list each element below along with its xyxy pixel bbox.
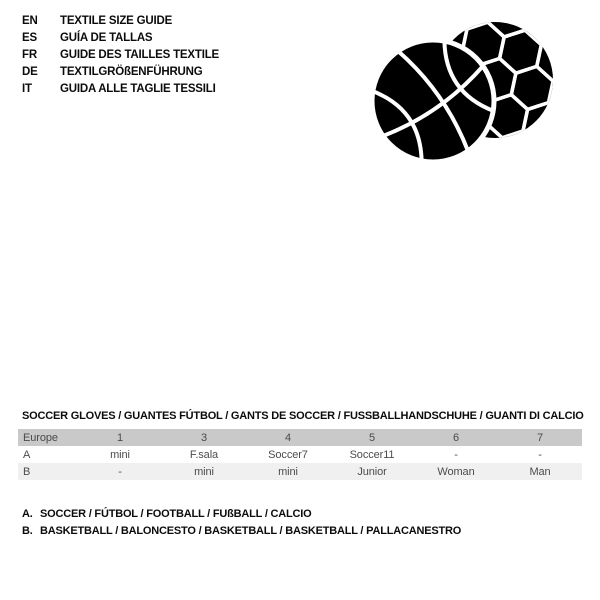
table-cell: Woman: [437, 465, 475, 478]
table-cell: mini: [194, 465, 214, 478]
language-title: TEXTILGRÖßENFÜHRUNG: [60, 66, 203, 79]
size-table-header-row: [18, 429, 582, 446]
header-cell-size: 7: [536, 431, 544, 444]
language-row-fr: [22, 46, 219, 63]
language-row-es: [22, 29, 219, 46]
footnote-text: SOCCER / FÚTBOL / FOOTBALL / FUßBALL / CALCIO: [40, 507, 312, 520]
footnote-prefix: B.: [22, 525, 33, 538]
header-cell-size: 4: [284, 431, 292, 444]
footnote-text: BASKETBALL / BALONCESTO / BASKETBALL / BASKETBALL / PALLACANESTRO: [40, 525, 462, 538]
language-code: IT: [22, 83, 32, 96]
language-code: DE: [22, 66, 38, 79]
table-cell: Junior: [357, 465, 387, 478]
table-cell: F.sala: [189, 448, 219, 461]
language-code: ES: [22, 31, 37, 44]
language-title: GUIDA ALLE TAGLIE TESSILI: [60, 83, 216, 96]
table-cell: -: [538, 448, 542, 461]
size-table-title: SOCCER GLOVES / GUANTES FÚTBOL / GANTS DE SOCCER / FUSSBALLHANDSCHUHE / GUANTI DI CALCIO: [22, 410, 584, 422]
language-code: FR: [22, 48, 37, 61]
language-list: [22, 12, 219, 98]
size-table: [18, 429, 582, 480]
table-cell: -: [454, 448, 458, 461]
footnotes: [22, 505, 461, 540]
language-code: EN: [22, 14, 38, 27]
footnote-a: [22, 505, 461, 523]
language-row-en: [22, 12, 219, 29]
table-cell: mini: [110, 448, 130, 461]
row-label: B: [23, 465, 31, 478]
table-cell: -: [118, 465, 122, 478]
header-cell-region: Europe: [23, 431, 58, 444]
header-cell-size: 3: [200, 431, 208, 444]
header-cell-size: 1: [116, 431, 124, 444]
row-label: A: [23, 448, 31, 461]
size-table-row-a: [18, 446, 582, 463]
footnote-b: [22, 523, 461, 541]
basketball-and-soccer-ball-icon: [356, 12, 566, 172]
language-title: GUIDE DES TAILLES TEXTILE: [60, 48, 219, 61]
footnote-prefix: A.: [22, 507, 33, 520]
table-cell: Soccer11: [349, 448, 395, 461]
table-cell: mini: [278, 465, 298, 478]
table-cell: Man: [529, 465, 551, 478]
table-cell: Soccer7: [268, 448, 308, 461]
language-title: TEXTILE SIZE GUIDE: [60, 14, 173, 27]
header-cell-size: 6: [452, 431, 460, 444]
language-row-de: [22, 64, 219, 81]
header-cell-size: 5: [368, 431, 376, 444]
size-table-row-b: [18, 463, 582, 480]
language-row-it: [22, 81, 219, 98]
language-title: GUÍA DE TALLAS: [60, 31, 153, 44]
